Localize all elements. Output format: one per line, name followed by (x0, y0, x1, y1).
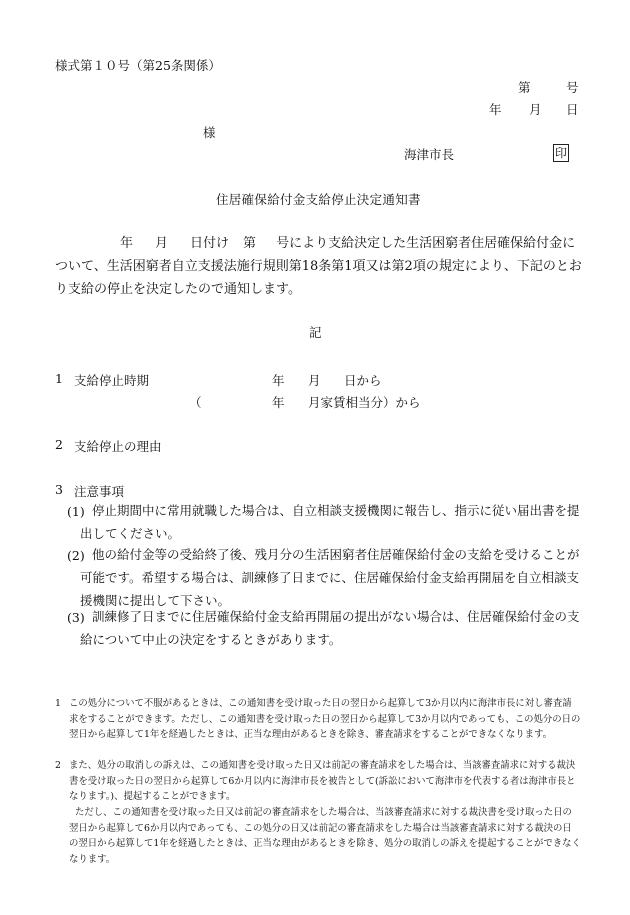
footnote: この処分について不服があるときは、この通知書を受け取った日の翌日から起算して3か月以内に海津市長に対し審査請求をすることができます。ただし、この通知書を受け取った日の翌日から起算して3か月以内であっても、この処分の日の翌日から起算して1年を経過したときは、正当な理由があるときを除き、審査請求をすることができなくなります。 (69, 698, 581, 740)
section3-label: 注意事項 (74, 484, 125, 499)
body-day: 日付け (190, 236, 230, 251)
note-number: (3) (67, 610, 85, 625)
date-day: 日 (566, 102, 579, 117)
body-dai: 第 (243, 236, 257, 251)
note-item: 訓練修了日までに住居確保給付金支給再開届の提出がない場合は、住居確保給付金の支給について中止の決定をするときがあります。 (80, 609, 580, 647)
note-number: (1) (67, 504, 85, 519)
footnote: また、処分の取消しの訴えは、この通知書を受け取った日又は前記の審査請求をした場合は、当該審査請求に対する裁決書を受け取った日の翌日から起算して6か月以内に海津市長を被告として(訴訟において海津市を代表する者は海津市長となります。)、提起することができます。 (69, 760, 576, 802)
footnote-continuation: ただし、この通知書を受け取った日又は前記の審査請求をした場合は、当該審査請求に対する裁決書を受け取った日の翌日から起算して6か月以内であっても、この処分の日又は前記の審査請求をした場合は当該審査請求に対する裁決の日の翌日から起算して1年を経過したときは、正当な理由があるときを除き、処分の取消しの訴えを提起することができなくなります。 (69, 807, 581, 865)
issuer-name: 海津市長 (404, 147, 455, 162)
date-year: 年 (489, 102, 502, 117)
section1-year: 年 (272, 373, 285, 388)
section1-label: 支給停止時期 (74, 373, 150, 388)
ki-mark: 記 (309, 325, 322, 340)
section2-label: 支給停止の理由 (74, 439, 162, 454)
addressee-suffix: 様 (203, 125, 216, 140)
note-number: (2) (67, 548, 85, 563)
doc-number-dai: 第 (518, 80, 531, 95)
section1-rent-from: 月家賃相当分）から (308, 395, 421, 410)
date-month: 月 (529, 102, 542, 117)
body-month: 月 (155, 236, 169, 251)
note-item: 停止期間中に常用就職した場合は、自立相談支援機関に報告し、指示に従い届出書を提出してください。 (80, 503, 580, 541)
footnote-number: 2 (55, 760, 61, 771)
section1-from: 日から (344, 373, 382, 388)
seal-box: 印 (554, 146, 567, 160)
section1-month: 月 (308, 373, 321, 388)
section1-number: 1 (55, 371, 63, 386)
note-item: 他の給付金等の受給終了後、残月分の生活困窮者住居確保給付金の支給を受けることが可能です。希望する場合は、訓練修了日までに、住居確保給付金支給再開届を自立相談支援機関に提出して下さい。 (80, 547, 580, 608)
body-year: 年 (120, 236, 134, 251)
body-paragraph (55, 232, 585, 301)
footnote-number: 1 (55, 698, 61, 709)
doc-number-go: 号 (566, 80, 579, 95)
document-title: 住居確保給付金支給停止決定通知書 (216, 192, 421, 207)
section1-year2: 年 (272, 395, 285, 410)
body-text: 号により支給決定した生活困窮者住居確保給付金について、生活困窮者自立支援法施行規則第18条第1項又は第2項の規定により、下記のとおり支給の停止を決定したので通知します。 (55, 236, 582, 297)
section2-number: 2 (55, 437, 63, 452)
section1-paren: （ (189, 395, 202, 410)
form-number: 様式第１０号（第25条関係） (55, 58, 221, 73)
section3-number: 3 (55, 482, 63, 497)
